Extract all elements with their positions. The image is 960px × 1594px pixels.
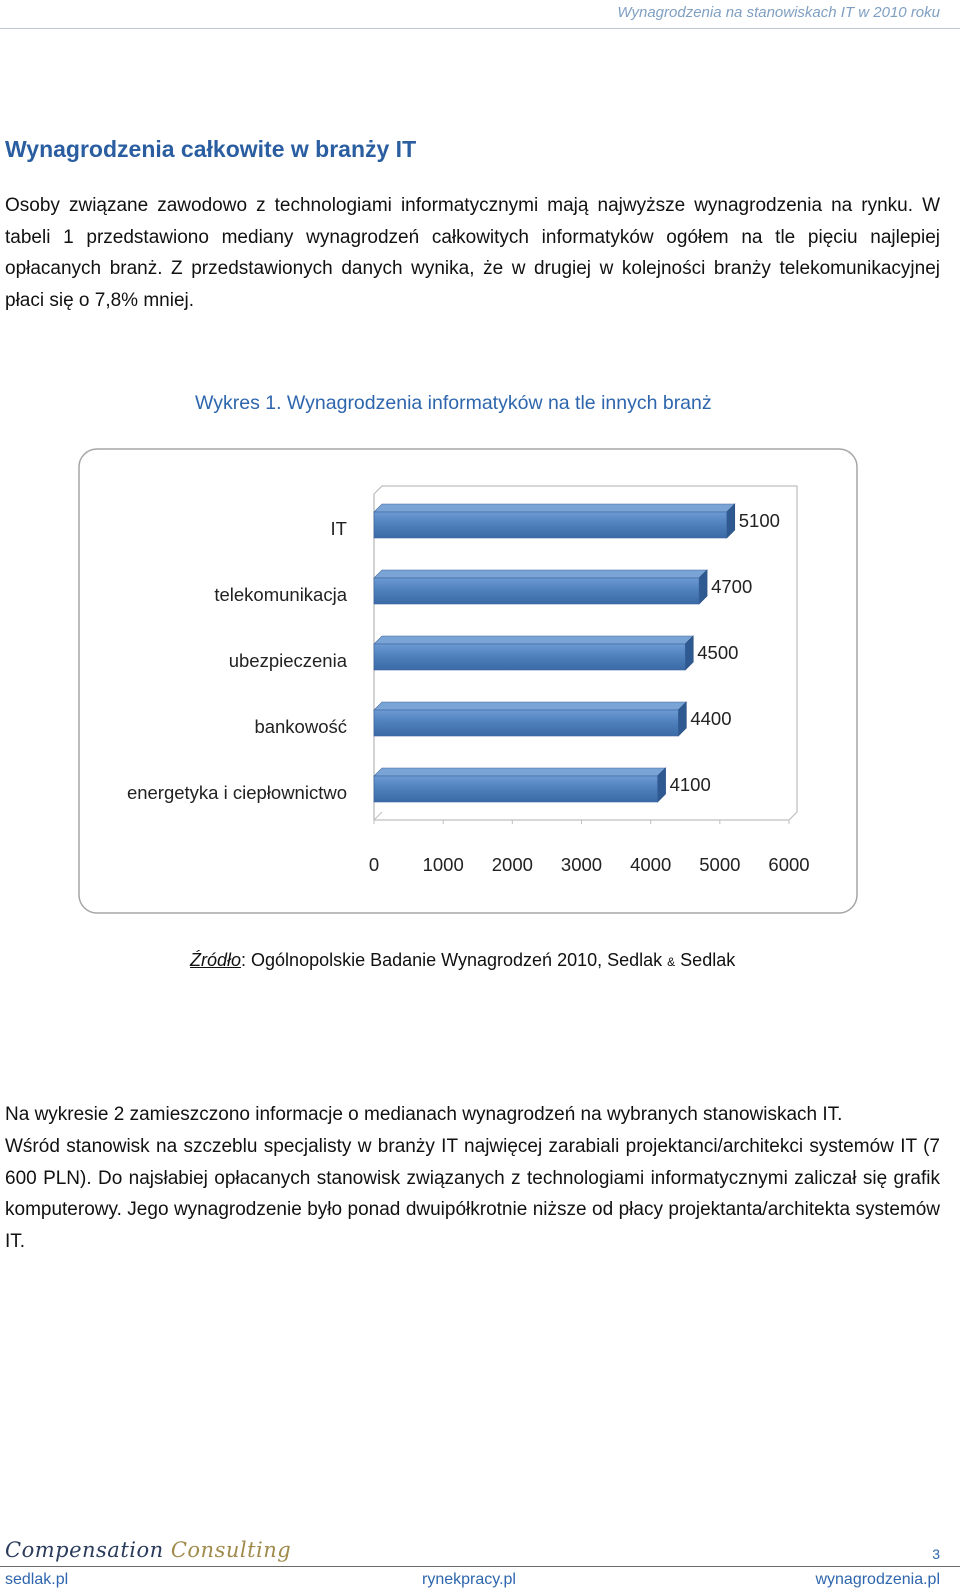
bar-top-face (374, 702, 686, 710)
category-label: energetyka i ciepłownictwo (126, 782, 347, 803)
source-end: Sedlak (675, 950, 736, 970)
bar-chart-svg (78, 448, 870, 920)
x-tick-label: 4000 (630, 854, 672, 875)
x-tick-label: 5000 (699, 854, 741, 875)
logo-word-first: Compensation (5, 1538, 164, 1562)
x-tick-label: 3000 (560, 854, 603, 875)
chart-source (190, 950, 735, 971)
header-divider (0, 28, 960, 29)
company-logo (5, 1538, 291, 1562)
bar (374, 710, 678, 736)
body-paragraph-2: Wśród stanowisk na szczeblu specjalisty w branży IT najwięcej zarabiali projektanci/architekci systemów IT (7 600 PLN). Do najsłabiej opłacanych stanowisk związanych z technologiami informatycznymi zaliczał się grafik komputerowy. Jego wynagrodzenie było ponad dwuipółkrotnie niższe od płacy projektanta/architekta systemów IT. (5, 1136, 940, 1253)
data-label: 4700 (711, 576, 753, 597)
bar-chart (78, 448, 870, 920)
chart-caption: Wykres 1. Wynagrodzenia informatyków na tle innych branż (195, 392, 712, 414)
page-number: 3 (932, 1546, 940, 1562)
x-tick-label: 6000 (768, 854, 810, 875)
bar (374, 578, 699, 604)
bar (374, 512, 727, 538)
intro-paragraph: Osoby związane zawodowo z technologiami informatycznymi mają najwyższe wynagrodzenia na rynku. W tabeli 1 przedstawiono mediany wynagrodzeń całkowitych informatyków ogółem na tle pięciu najlepiej opłacanych branż. Z przedstawionych danych wynika, że w drugiej w kolejności branży telekomunikacyjnej płaci się o 7,8% mniej. (5, 195, 940, 312)
bar-top-face (374, 768, 666, 776)
category-label: telekomunikacja (214, 584, 347, 605)
x-tick-label: 2000 (491, 854, 533, 875)
running-header-title: Wynagrodzenia na stanowiskach IT w 2010 roku (617, 4, 940, 21)
data-label: 5100 (738, 510, 780, 531)
bar-top-face (374, 570, 707, 578)
footer-link-rynekpracy[interactable]: rynekpracy.pl (422, 1571, 516, 1588)
bar-top-face (374, 504, 735, 512)
data-label: 4400 (690, 708, 732, 729)
section-heading: Wynagrodzenia całkowite w branży IT (5, 136, 417, 162)
footer-divider (0, 1566, 960, 1567)
category-label: IT (330, 518, 347, 539)
category-label: bankowość (254, 716, 347, 737)
bar (374, 776, 658, 802)
bar-top-face (374, 636, 693, 644)
source-ampersand: & (667, 955, 676, 969)
category-label: ubezpieczenia (228, 650, 347, 671)
data-label: 4500 (697, 642, 739, 663)
source-label: Źródło (190, 950, 242, 970)
footer-link-wynagrodzenia[interactable]: wynagrodzenia.pl (815, 1571, 940, 1588)
data-label: 4100 (669, 774, 711, 795)
footer-link-sedlak[interactable]: sedlak.pl (5, 1571, 69, 1588)
source-text: : Ogólnopolskie Badanie Wynagrodzeń 2010, Sedlak (241, 950, 668, 970)
x-tick-label: 0 (368, 854, 380, 875)
x-tick-label: 1000 (422, 854, 464, 875)
body-paragraph-1: Na wykresie 2 zamieszczono informacje o medianach wynagrodzeń na wybranych stanowiskach IT. (5, 1104, 843, 1125)
bar (374, 644, 685, 670)
logo-word-second: Consulting (170, 1538, 292, 1562)
